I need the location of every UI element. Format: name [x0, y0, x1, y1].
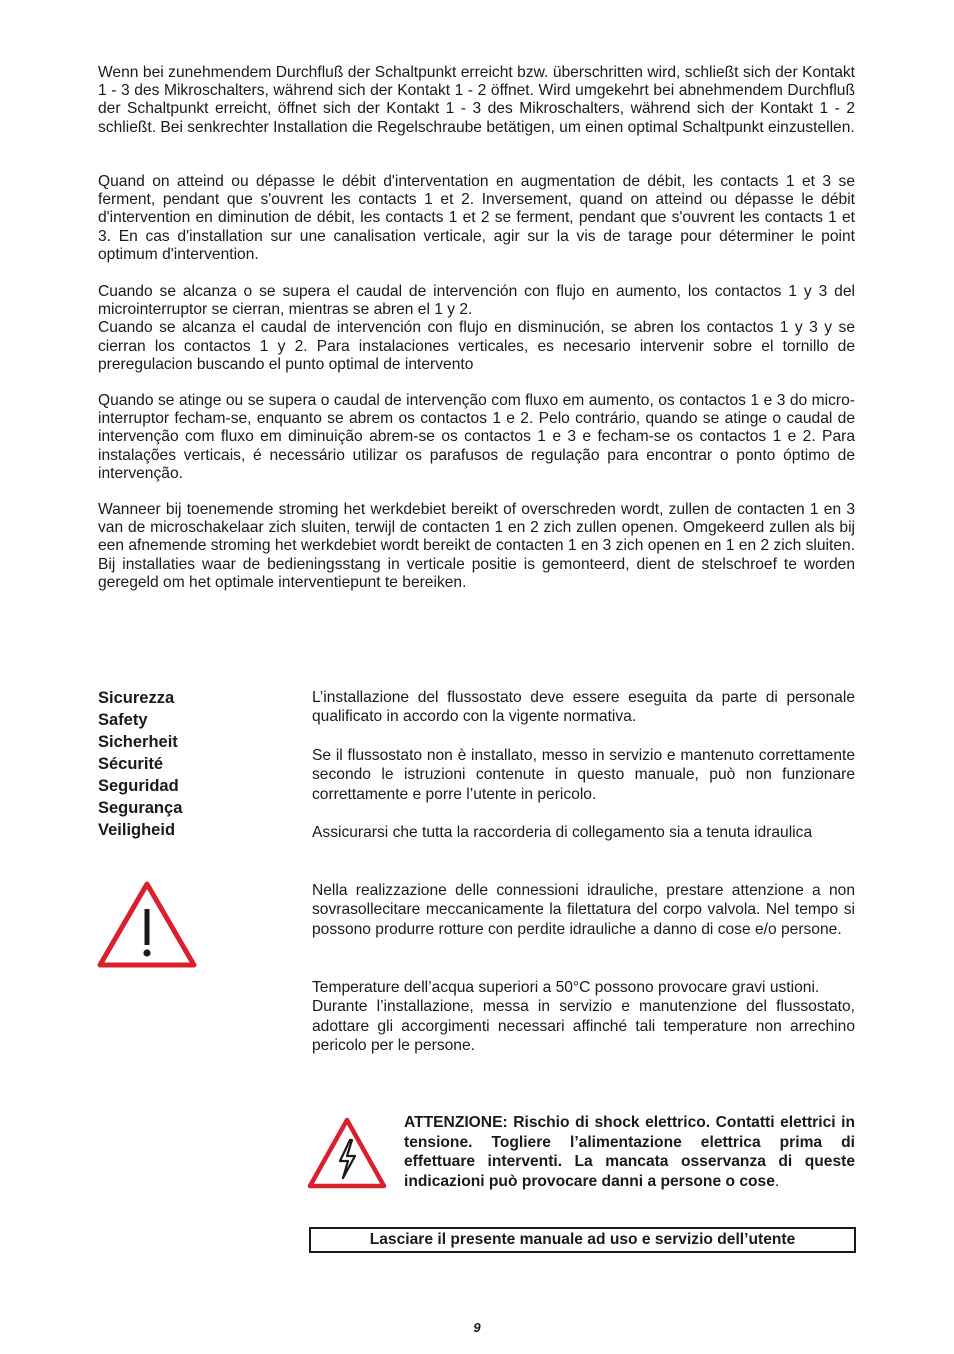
paragraph-french: Quand on atteind ou dépasse le débit d'interventation en augmentation de débit, les contacts 1 et 3 se ferment, pendant que s'ouvrent les contacts 1 et 2. Inversement, quand on atteind ou dépasse le débit d'intervention en diminution de débit, les contacts 1 et 2 se ferment, pendant que s'ouvrent les contacts 1 et 3. En cas d'installation sur une canalisation verticale, agir sur la vis de tarage pour déterminer le point optimum d'intervention. — [98, 173, 855, 263]
paragraph-portuguese: Quando se atinge ou se supera o caudal de intervenção com fluxo em aumento, os contactos 1 e 3 do micro-interruptor fecham-se, enquanto se abrem os contactos 1 e 2. Pelo contrário, quando se atinge o caudal de intervenção com fluxo em diminuição abrem-se os contactos 1 e 3 e fecham-se os contactos 1 e 2. Para instalações verticais, é necessário utilizar os parafusos de regulação para encontrar o ponto óptimo de intervenção. — [98, 392, 855, 482]
safety-headings — [98, 687, 298, 841]
safety-paragraph-3: Assicurarsi che tutta la raccorderia di collegamento sia a tenuta idraulica — [312, 824, 813, 841]
safety-paragraph-4: Nella realizzazione delle connessioni idrauliche, prestare attenzione a non sovrasollecitare meccanicamente la filettatura del corpo valvola. Nel tempo si possono produrre rotture con perdite idrauliche a danno di cose e/o persone. — [312, 882, 855, 938]
page-number: 9 — [473, 1320, 481, 1335]
paragraph-dutch: Wanneer bij toenemende stroming het werkdebiet bereikt of overschreden wordt, zullen de contacten 1 en 3 van de microschakelaar zich sluiten, terwijl de contacten 1 en 2 zich zullen openen. Omgekeerd zullen als bij een afnemende stroming het werkdebiet wordt bereikt de contacten 1 en 3 zich openen en 1 en 2 zich sluiten. Bij installaties waar de bedieningsstang in verticale positie is gemonteerd, dient de stelschroef te worden geregeld om het optimale interventiepunt te bereiken. — [98, 501, 855, 591]
lightning-triangle-icon — [306, 1116, 388, 1190]
heading-seguridad: Seguridad — [98, 777, 179, 795]
heading-sicherheit: Sicherheit — [98, 733, 178, 751]
paragraph-german: Wenn bei zunehmendem Durchfluß der Schaltpunkt erreicht bzw. überschritten wird, schließt sich der Kontakt 1 - 3 des Mikroschalters, während sich der Kontakt 1 - 2 öffnet. Wird umgekehrt bei abnehmendem Durchfluß der Schaltpunkt erreicht, öffnet sich der Kontakt 1 - 3 des Mikroschalters, während sich der Kontakt 1 - 2 schließt. Bei senkrechter Installation die Regelschraube betätigen, um einen optimal Schaltpunkt einzustellen. — [98, 64, 855, 136]
warning-label: ATTENZIONE: — [404, 1114, 508, 1131]
heading-seguranca: Segurança — [98, 799, 183, 817]
heading-sicurezza: Sicurezza — [98, 689, 175, 707]
heading-veiligheid: Veiligheid — [98, 821, 176, 839]
safety-paragraph-1: L’installazione del flussostato deve essere eseguita da parte di personale qualificato in accordo con la vigente normativa. — [312, 689, 855, 726]
heading-securite: Sécurité — [98, 755, 164, 773]
warning-tail: . — [774, 1172, 780, 1190]
heading-safety: Safety — [98, 711, 148, 729]
manual-retention-note: Lasciare il presente manuale ad uso e servizio dell’utente — [309, 1227, 856, 1253]
electric-warning-text — [404, 1113, 855, 1191]
safety-paragraph-5: Temperature dell’acqua superiori a 50°C possono provocare gravi ustioni. Durante l’installazione, messa in servizio e manutenzione del flussostato, adottare gli accorgimenti necessari affinché tali temperature non arrechino pericolo per le persone. — [312, 979, 855, 1055]
paragraph-spanish: Cuando se alcanza o se supera el caudal de intervención con flujo en aumento, los contactos 1 y 3 del microinterruptor se cierran, mientras se abren el 1 y 2. Cuando se alcanza el caudal de intervención con flujo en disminución, se abren los contactos 1 y 3 y se cierran los contactos 1 y 2. Para instalaciones verticales, es necesario intervenir sobre el tornillo de preregulacion buscando el punto optimal de intervento — [98, 283, 855, 373]
warning-body: Rischio di shock elettrico. Contatti elettrici in tensione. Togliere l’alimentazione elettrica prima di effettuare interventi. La mancata osservanza di queste indicazioni può provocare danni a persone o cose — [404, 1114, 855, 1190]
safety-paragraph-2: Se il flussostato non è installato, messo in servizio e mantenuto correttamente secondo le istruzioni contenute in questo manuale, può non funzionare correttamente e porre l’utente in pericolo. — [312, 747, 855, 803]
exclamation-triangle-icon — [96, 879, 198, 969]
